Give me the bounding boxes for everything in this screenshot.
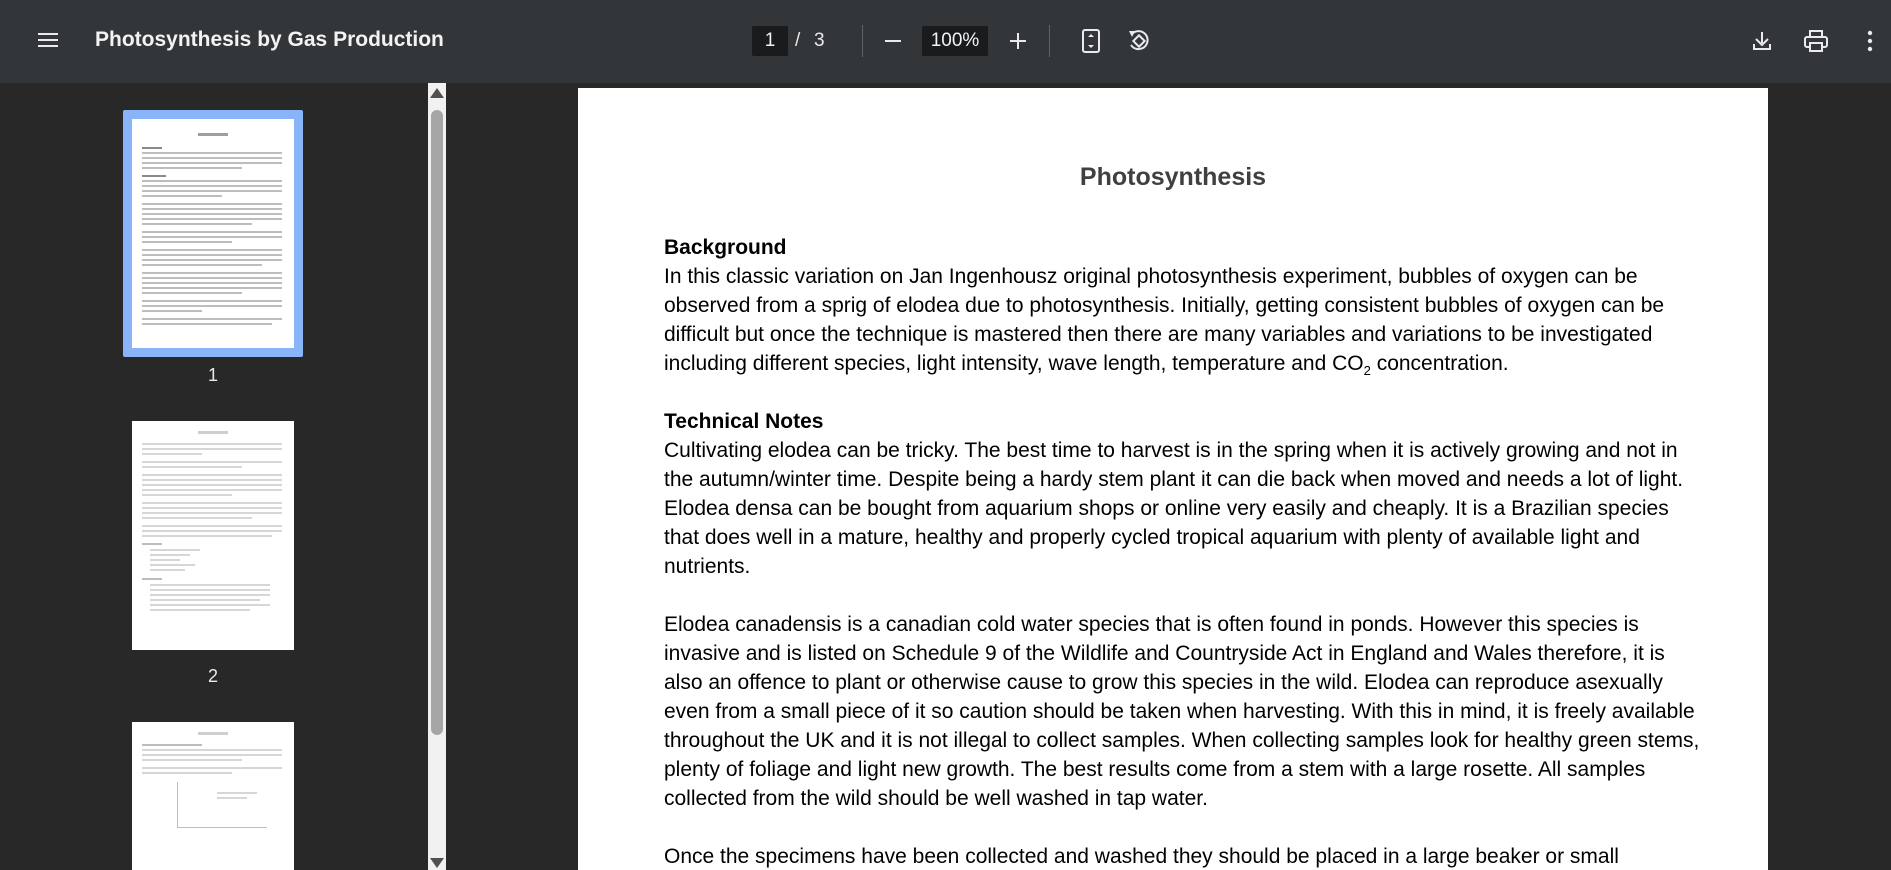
thumbnail-label: 2 bbox=[207, 666, 218, 686]
zoom-in-button[interactable] bbox=[999, 22, 1037, 60]
thumbnail-label: 1 bbox=[207, 365, 218, 385]
menu-icon bbox=[37, 31, 59, 49]
section-heading: Background bbox=[664, 236, 787, 259]
document-title: Photosynthesis by Gas Production bbox=[95, 28, 444, 51]
download-button[interactable] bbox=[1743, 22, 1781, 60]
page-total: 3 bbox=[814, 30, 825, 51]
zoom-out-button[interactable] bbox=[874, 22, 912, 60]
sidebar-scrollbar-thumb[interactable] bbox=[431, 110, 443, 735]
thumbnail-page-2[interactable] bbox=[132, 421, 294, 650]
print-icon bbox=[1803, 29, 1829, 53]
print-button[interactable] bbox=[1797, 22, 1835, 60]
technical-notes-section bbox=[664, 407, 1704, 581]
more-options-icon bbox=[1867, 30, 1873, 52]
background-section bbox=[664, 233, 1704, 378]
more-options-button[interactable] bbox=[1851, 22, 1889, 60]
zoom-level-input[interactable]: 100% bbox=[922, 26, 988, 56]
fit-to-page-button[interactable] bbox=[1072, 22, 1110, 60]
page-separator: / bbox=[795, 30, 801, 51]
thumbnail-page-3[interactable] bbox=[132, 722, 294, 870]
zoom-in-icon bbox=[1008, 31, 1028, 51]
pdf-page bbox=[578, 88, 1768, 870]
document-viewer bbox=[446, 83, 1891, 870]
menu-button[interactable] bbox=[30, 22, 66, 58]
thumbnail-page-1[interactable] bbox=[132, 119, 294, 348]
toolbar-divider bbox=[1049, 25, 1050, 57]
thumbnail-sidebar bbox=[0, 83, 430, 870]
page-heading: Photosynthesis bbox=[1079, 163, 1267, 191]
paragraph: Elodea canadensis is a canadian cold water species that is often found in ponds. However this species is invasive and is listed on Schedule 9 of the Wildlife and Countryside Act in England and Wales therefore, it is also an offence to plant or otherwise cause to grow this species in the wild. Elodea can reproduce asexually even from a small piece of it so caution should be taken when harvesting. With this in mind, it is freely available throughout the UK and it is not illegal to collect samples. When collecting samples look for healthy green stems, plenty of foliage and light new growth. The best results come from a stem with a large rosette. All samples collected from the wild should be well washed in tap water. bbox=[664, 613, 1700, 810]
download-icon bbox=[1751, 30, 1773, 52]
paragraph: Once the specimens have been collected and washed they should be placed in a large beaker or small bbox=[664, 845, 1619, 868]
toolbar-divider bbox=[862, 25, 863, 57]
scroll-up-arrow-icon[interactable] bbox=[430, 88, 444, 98]
fit-page-icon bbox=[1080, 28, 1102, 54]
section-heading: Technical Notes bbox=[664, 410, 824, 433]
pdf-toolbar bbox=[0, 0, 1891, 83]
page-number-input[interactable]: 1 bbox=[752, 26, 788, 56]
section-text: Cultivating elodea can be tricky. The best time to harvest is in the spring when it is actively growing and not in the autumn/winter time. Despite being a hardy stem plant it can die back when moved and needs a lot of light. Elodea densa can be bought from aquarium shops or online very easily and cheaply. It is a Brazilian species that does well in a mature, healthy and properly cycled tropical aquarium with plenty of available light and nutrients. bbox=[664, 439, 1684, 578]
rotate-button[interactable] bbox=[1120, 22, 1158, 60]
section-text: In this classic variation on Jan Ingenhousz original photosynthesis experiment, bubbles of oxygen can be observed from a sprig of elodea due to photosynthesis. Initially, getting consistent bubbles of oxygen can be difficult but once the technique is mastered then there are many variables and variations to be investigated including different species, light intensity, wave length, temperature and $CO_2$ concentration. bbox=[664, 265, 1665, 379]
zoom-out-icon bbox=[883, 31, 903, 51]
rotate-icon bbox=[1126, 28, 1152, 54]
scroll-down-arrow-icon[interactable] bbox=[430, 858, 444, 868]
